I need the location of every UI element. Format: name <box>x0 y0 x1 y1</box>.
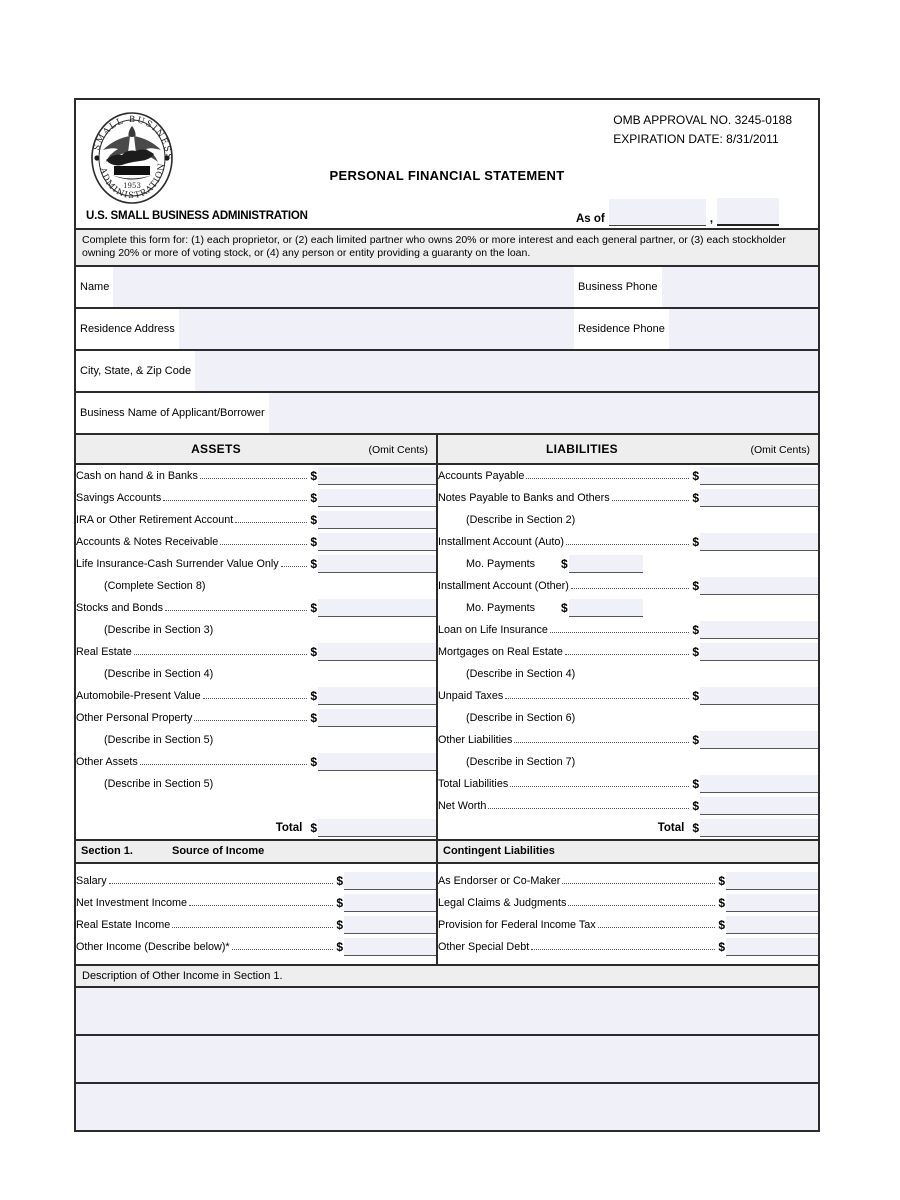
currency-symbol: $ <box>692 645 699 659</box>
description-input[interactable] <box>76 988 818 1036</box>
liabilities-heading: LIABILITIES <box>546 442 618 456</box>
leader-dots <box>165 601 307 611</box>
leader-dots <box>235 513 307 523</box>
currency-symbol: $ <box>336 874 343 888</box>
amount-input[interactable] <box>700 533 818 551</box>
currency-symbol: $ <box>718 940 725 954</box>
as-of-label: As of <box>576 213 605 225</box>
amount-input[interactable] <box>726 872 818 890</box>
amount-input[interactable] <box>700 775 818 793</box>
leader-dots <box>109 874 334 884</box>
business-name-row <box>76 393 818 435</box>
leader-dots <box>562 874 715 884</box>
mo-payments-label: Mo. Payments <box>438 602 537 614</box>
contingent-column <box>438 841 818 964</box>
form-line-row <box>76 870 436 892</box>
currency-symbol: $ <box>310 821 317 835</box>
liabilities-header <box>438 435 818 465</box>
agency-name: U.S. SMALL BUSINESS ADMINISTRATION <box>86 210 308 222</box>
amount-input[interactable] <box>700 577 818 595</box>
currency-symbol: $ <box>692 777 699 791</box>
leader-dots <box>220 535 307 545</box>
currency-symbol: $ <box>692 799 699 813</box>
city-state-zip-row <box>76 351 818 393</box>
form-line-row <box>76 729 436 751</box>
currency-symbol: $ <box>692 689 699 703</box>
amount-input[interactable] <box>700 731 818 749</box>
total-row <box>438 817 818 839</box>
row-note: (Describe in Section 6) <box>466 712 576 724</box>
assets-heading: ASSETS <box>191 442 241 456</box>
amount-input[interactable] <box>318 467 436 485</box>
amount-input[interactable] <box>318 511 436 529</box>
leader-dots <box>565 645 689 655</box>
row-label: Mortgages on Real Estate <box>438 646 563 658</box>
form-line-row <box>76 597 436 619</box>
form-line-row <box>76 663 436 685</box>
form-line-row <box>438 487 818 509</box>
residence-address-cell[interactable] <box>76 309 574 349</box>
address-phone-row <box>76 309 818 351</box>
leader-dots <box>566 535 689 545</box>
form-line-row <box>438 641 818 663</box>
as-of-year-input[interactable] <box>717 198 779 226</box>
amount-input[interactable] <box>318 643 436 661</box>
currency-symbol: $ <box>310 491 317 505</box>
currency-symbol: $ <box>310 689 317 703</box>
form-line-row <box>76 641 436 663</box>
form-line-row <box>438 751 818 773</box>
assets-rows <box>76 465 436 839</box>
form-line-row <box>438 892 818 914</box>
currency-symbol: $ <box>310 469 317 483</box>
leader-dots <box>571 579 689 589</box>
spacer-row <box>76 795 436 817</box>
row-label: IRA or Other Retirement Account <box>76 514 234 526</box>
currency-symbol: $ <box>310 711 317 725</box>
residence-phone-cell[interactable] <box>574 309 818 349</box>
row-label: Notes Payable to Banks and Others <box>438 492 610 504</box>
amount-input[interactable] <box>344 894 436 912</box>
liabilities-omit-cents: (Omit Cents) <box>750 444 810 456</box>
section1-header <box>76 841 436 864</box>
business-phone-cell[interactable] <box>574 267 818 307</box>
form-line-row <box>438 597 818 619</box>
leader-dots <box>568 896 715 906</box>
row-label: Stocks and Bonds <box>76 602 164 614</box>
amount-input[interactable] <box>318 709 436 727</box>
amount-input[interactable] <box>700 643 818 661</box>
currency-symbol: $ <box>692 469 699 483</box>
total-row <box>76 817 436 839</box>
as-of-group <box>576 198 779 226</box>
row-label: Total Liabilities <box>438 778 509 790</box>
row-label: Accounts Payable <box>438 470 525 482</box>
form-line-row <box>76 619 436 641</box>
mo-payments-input[interactable] <box>569 555 643 573</box>
sba-seal-icon <box>84 108 180 208</box>
name-label: Name <box>76 267 113 307</box>
leader-dots <box>189 896 333 906</box>
row-note: (Describe in Section 7) <box>466 756 576 768</box>
currency-symbol: $ <box>718 874 725 888</box>
leader-dots <box>514 733 689 743</box>
form-line-row <box>76 531 436 553</box>
leader-dots <box>200 469 307 479</box>
form-line-row <box>438 707 818 729</box>
currency-symbol: $ <box>692 535 699 549</box>
city-state-zip-cell[interactable] <box>76 351 818 391</box>
form-line-row <box>438 663 818 685</box>
description-heading: Description of Other Income in Section 1. <box>76 966 818 988</box>
row-note: (Describe in Section 3) <box>104 624 214 636</box>
omb-approval: OMB APPROVAL NO. 3245-0188 <box>613 113 792 127</box>
form-line-row <box>438 773 818 795</box>
form-line-row <box>76 914 436 936</box>
total-input[interactable] <box>700 819 818 837</box>
form-line-row <box>438 509 818 531</box>
amount-input[interactable] <box>344 916 436 934</box>
form-line-row <box>438 531 818 553</box>
currency-symbol: $ <box>692 623 699 637</box>
leader-dots <box>140 755 308 765</box>
leader-dots <box>134 645 307 655</box>
currency-symbol: $ <box>692 491 699 505</box>
seal-bottom-text: ADMINISTRATION <box>97 161 168 202</box>
amount-input[interactable] <box>700 621 818 639</box>
liabilities-column <box>438 435 818 839</box>
row-note: (Describe in Section 4) <box>466 668 576 680</box>
section1-rows <box>76 864 436 964</box>
currency-symbol: $ <box>310 755 317 769</box>
amount-input[interactable] <box>726 894 818 912</box>
row-label: Net Worth <box>438 800 487 812</box>
form-line-row <box>76 487 436 509</box>
seal-top-text: SMALL BUSINESS <box>92 114 174 162</box>
form-line-row <box>76 685 436 707</box>
row-label: Loan on Life Insurance <box>438 624 548 636</box>
row-label: Salary <box>76 875 107 887</box>
leader-dots <box>598 918 716 928</box>
description-input[interactable] <box>76 1036 818 1084</box>
mo-payments-label: Mo. Payments <box>438 558 537 570</box>
currency-symbol: $ <box>692 733 699 747</box>
leader-dots <box>612 491 690 501</box>
form-line-row <box>76 892 436 914</box>
row-label: Savings Accounts <box>76 492 162 504</box>
leader-dots <box>172 918 333 928</box>
amount-input[interactable] <box>700 797 818 815</box>
form-line-row <box>76 575 436 597</box>
assets-header <box>76 435 436 465</box>
form-line-row <box>438 936 818 958</box>
form-line-row <box>76 773 436 795</box>
description-boxes <box>76 988 818 1130</box>
omb-block <box>613 111 792 149</box>
section1-number: Section 1. <box>81 845 133 857</box>
leader-dots <box>510 777 689 787</box>
leader-dots <box>232 940 334 950</box>
currency-symbol: $ <box>310 535 317 549</box>
row-label: Installment Account (Other) <box>438 580 569 592</box>
row-note: (Complete Section 8) <box>104 580 206 592</box>
form-line-row <box>438 575 818 597</box>
currency-symbol: $ <box>336 940 343 954</box>
personal-financial-statement-form <box>74 98 820 1132</box>
expiration-date: EXPIRATION DATE: 8/31/2011 <box>613 132 779 146</box>
leader-dots <box>526 469 689 479</box>
currency-symbol: $ <box>310 513 317 527</box>
total-label: Total <box>275 822 303 834</box>
section1-title: Source of Income <box>172 845 265 857</box>
amount-input[interactable] <box>344 872 436 890</box>
row-label: Other Assets <box>76 756 138 768</box>
form-line-row <box>76 936 436 958</box>
form-line-row <box>438 619 818 641</box>
amount-input[interactable] <box>318 489 436 507</box>
leader-dots <box>531 940 715 950</box>
form-line-row <box>76 509 436 531</box>
liabilities-rows <box>438 465 818 839</box>
amount-input[interactable] <box>700 467 818 485</box>
form-line-row <box>76 465 436 487</box>
as-of-date-input[interactable] <box>609 199 706 226</box>
row-label: Cash on hand & in Banks <box>76 470 198 482</box>
leader-dots <box>550 623 689 633</box>
currency-symbol: $ <box>692 821 699 835</box>
city-state-zip-label: City, State, & Zip Code <box>76 351 195 391</box>
currency-symbol: $ <box>336 896 343 910</box>
row-label: Life Insurance-Cash Surrender Value Only <box>76 558 279 570</box>
row-label: Other Personal Property <box>76 712 193 724</box>
row-label: Net Investment Income <box>76 897 188 909</box>
form-line-row <box>438 795 818 817</box>
row-label: Unpaid Taxes <box>438 690 504 702</box>
amount-input[interactable] <box>318 555 436 573</box>
row-note: (Describe in Section 5) <box>104 734 214 746</box>
row-label: Provision for Federal Income Tax <box>438 919 596 931</box>
amount-input[interactable] <box>344 938 436 956</box>
leader-dots <box>281 557 308 567</box>
total-label: Total <box>657 822 685 834</box>
row-label: Other Liabilities <box>438 734 513 746</box>
name-cell[interactable] <box>76 267 574 307</box>
assets-column <box>76 435 438 839</box>
amount-input[interactable] <box>726 938 818 956</box>
form-line-row <box>76 751 436 773</box>
row-label: Real Estate Income <box>76 919 171 931</box>
currency-symbol: $ <box>718 918 725 932</box>
description-input[interactable] <box>76 1084 818 1130</box>
amount-input[interactable] <box>318 533 436 551</box>
section1-column <box>76 841 438 964</box>
form-line-row <box>438 553 818 575</box>
total-input[interactable] <box>318 819 436 837</box>
currency-symbol: $ <box>310 601 317 615</box>
row-label: Installment Account (Auto) <box>438 536 565 548</box>
leader-dots <box>505 689 689 699</box>
as-of-comma: , <box>709 211 714 225</box>
row-label: As Endorser or Co-Maker <box>438 875 561 887</box>
currency-symbol: $ <box>692 579 699 593</box>
business-phone-label: Business Phone <box>574 267 662 307</box>
currency-symbol: $ <box>561 601 568 615</box>
page-title: PERSONAL FINANCIAL STATEMENT <box>329 168 565 183</box>
form-line-row <box>438 870 818 892</box>
leader-dots <box>488 799 689 809</box>
business-name-label: Business Name of Applicant/Borrower <box>76 393 269 433</box>
residence-address-label: Residence Address <box>76 309 179 349</box>
name-phone-row <box>76 267 818 309</box>
row-note: (Describe in Section 4) <box>104 668 214 680</box>
amount-input[interactable] <box>318 753 436 771</box>
income-contingent-section <box>76 841 818 966</box>
row-label: Other Income (Describe below)* <box>76 941 230 953</box>
amount-input[interactable] <box>700 489 818 507</box>
form-header <box>76 100 818 230</box>
row-note: (Describe in Section 2) <box>466 514 576 526</box>
business-name-cell[interactable] <box>76 393 818 433</box>
currency-symbol: $ <box>310 645 317 659</box>
leader-dots <box>194 711 307 721</box>
mo-payments-input[interactable] <box>569 599 643 617</box>
form-line-row <box>438 914 818 936</box>
seal-year: 1953 <box>123 182 141 190</box>
row-label: Real Estate <box>76 646 132 658</box>
contingent-title: Contingent Liabilities <box>443 845 555 857</box>
currency-symbol: $ <box>310 557 317 571</box>
assets-omit-cents: (Omit Cents) <box>368 444 428 456</box>
contingent-header <box>438 841 818 864</box>
row-label: Automobile-Present Value <box>76 690 201 702</box>
row-label: Legal Claims & Judgments <box>438 897 567 909</box>
form-line-row <box>438 729 818 751</box>
row-note: (Describe in Section 5) <box>104 778 214 790</box>
amount-input[interactable] <box>700 687 818 705</box>
amount-input[interactable] <box>318 599 436 617</box>
row-label: Other Special Debt <box>438 941 530 953</box>
form-line-row <box>438 465 818 487</box>
instruction-text: Complete this form for: (1) each proprietor, or (2) each limited partner who owns 20% or more interest and each general partner, or (3) each stockholder owning 20% or more of voting stock, or (4) any person or entity providing a guaranty on the loan. <box>76 230 818 267</box>
form-line-row <box>76 707 436 729</box>
currency-symbol: $ <box>718 896 725 910</box>
residence-phone-label: Residence Phone <box>574 309 669 349</box>
assets-liabilities-section <box>76 435 818 841</box>
currency-symbol: $ <box>561 557 568 571</box>
amount-input[interactable] <box>318 687 436 705</box>
form-line-row <box>438 685 818 707</box>
contingent-rows <box>438 864 818 964</box>
leader-dots <box>203 689 308 699</box>
row-label: Accounts & Notes Receivable <box>76 536 219 548</box>
currency-symbol: $ <box>336 918 343 932</box>
amount-input[interactable] <box>726 916 818 934</box>
form-line-row <box>76 553 436 575</box>
leader-dots <box>163 491 307 501</box>
